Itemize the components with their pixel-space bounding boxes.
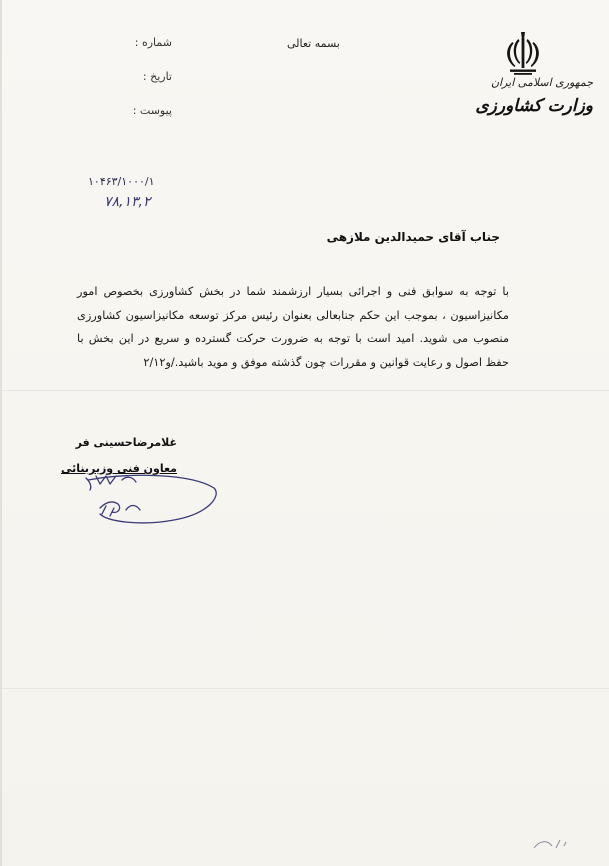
attachment-label: پیوست : [132,104,172,117]
corner-pen-mark [530,836,570,852]
iran-emblem-icon [502,30,544,76]
paper-fold [2,390,609,391]
salutation: جناب آقای حمیدالدین ملازهی [326,230,500,244]
letter-body: با توجه به سوابق فنی و اجرائی بسیار ارزشمند شما در بخش کشاورزی بخصوص امور مکانیزاسیون ، بموجب این حکم جنابعالی بعنوان رئیس مرکز توسعه مکانیزاسیون کشاورزی منصوب می شوید. امید است با توجه به ضرورت حرکت گسترده و سریع در این بخش با حفظ اصول و رعایت قوانین و مقررات چون گذشته موفق و موید باشید./و۲/۱۲ [77,285,509,369]
date-label: تاریخ : [142,70,172,83]
republic-title: جمهوری اسلامی ایران [490,76,593,89]
ministry-title: وزارت کشاورزی [475,96,593,116]
reference-number: ۱۰۴۶۳/۱۰۰۰/۱ [88,175,155,188]
paper-fold [2,688,609,689]
signer-name: غلامرضاحسینی فر [75,436,177,449]
besmeh-heading: بسمه تعالی [287,37,340,50]
signer-title: معاون فنی وزیربنائی [60,462,177,475]
number-label: شماره : [134,36,172,49]
reference-date: ۷۸,۱۳,۲ [104,194,151,210]
handwritten-signature [82,470,222,530]
